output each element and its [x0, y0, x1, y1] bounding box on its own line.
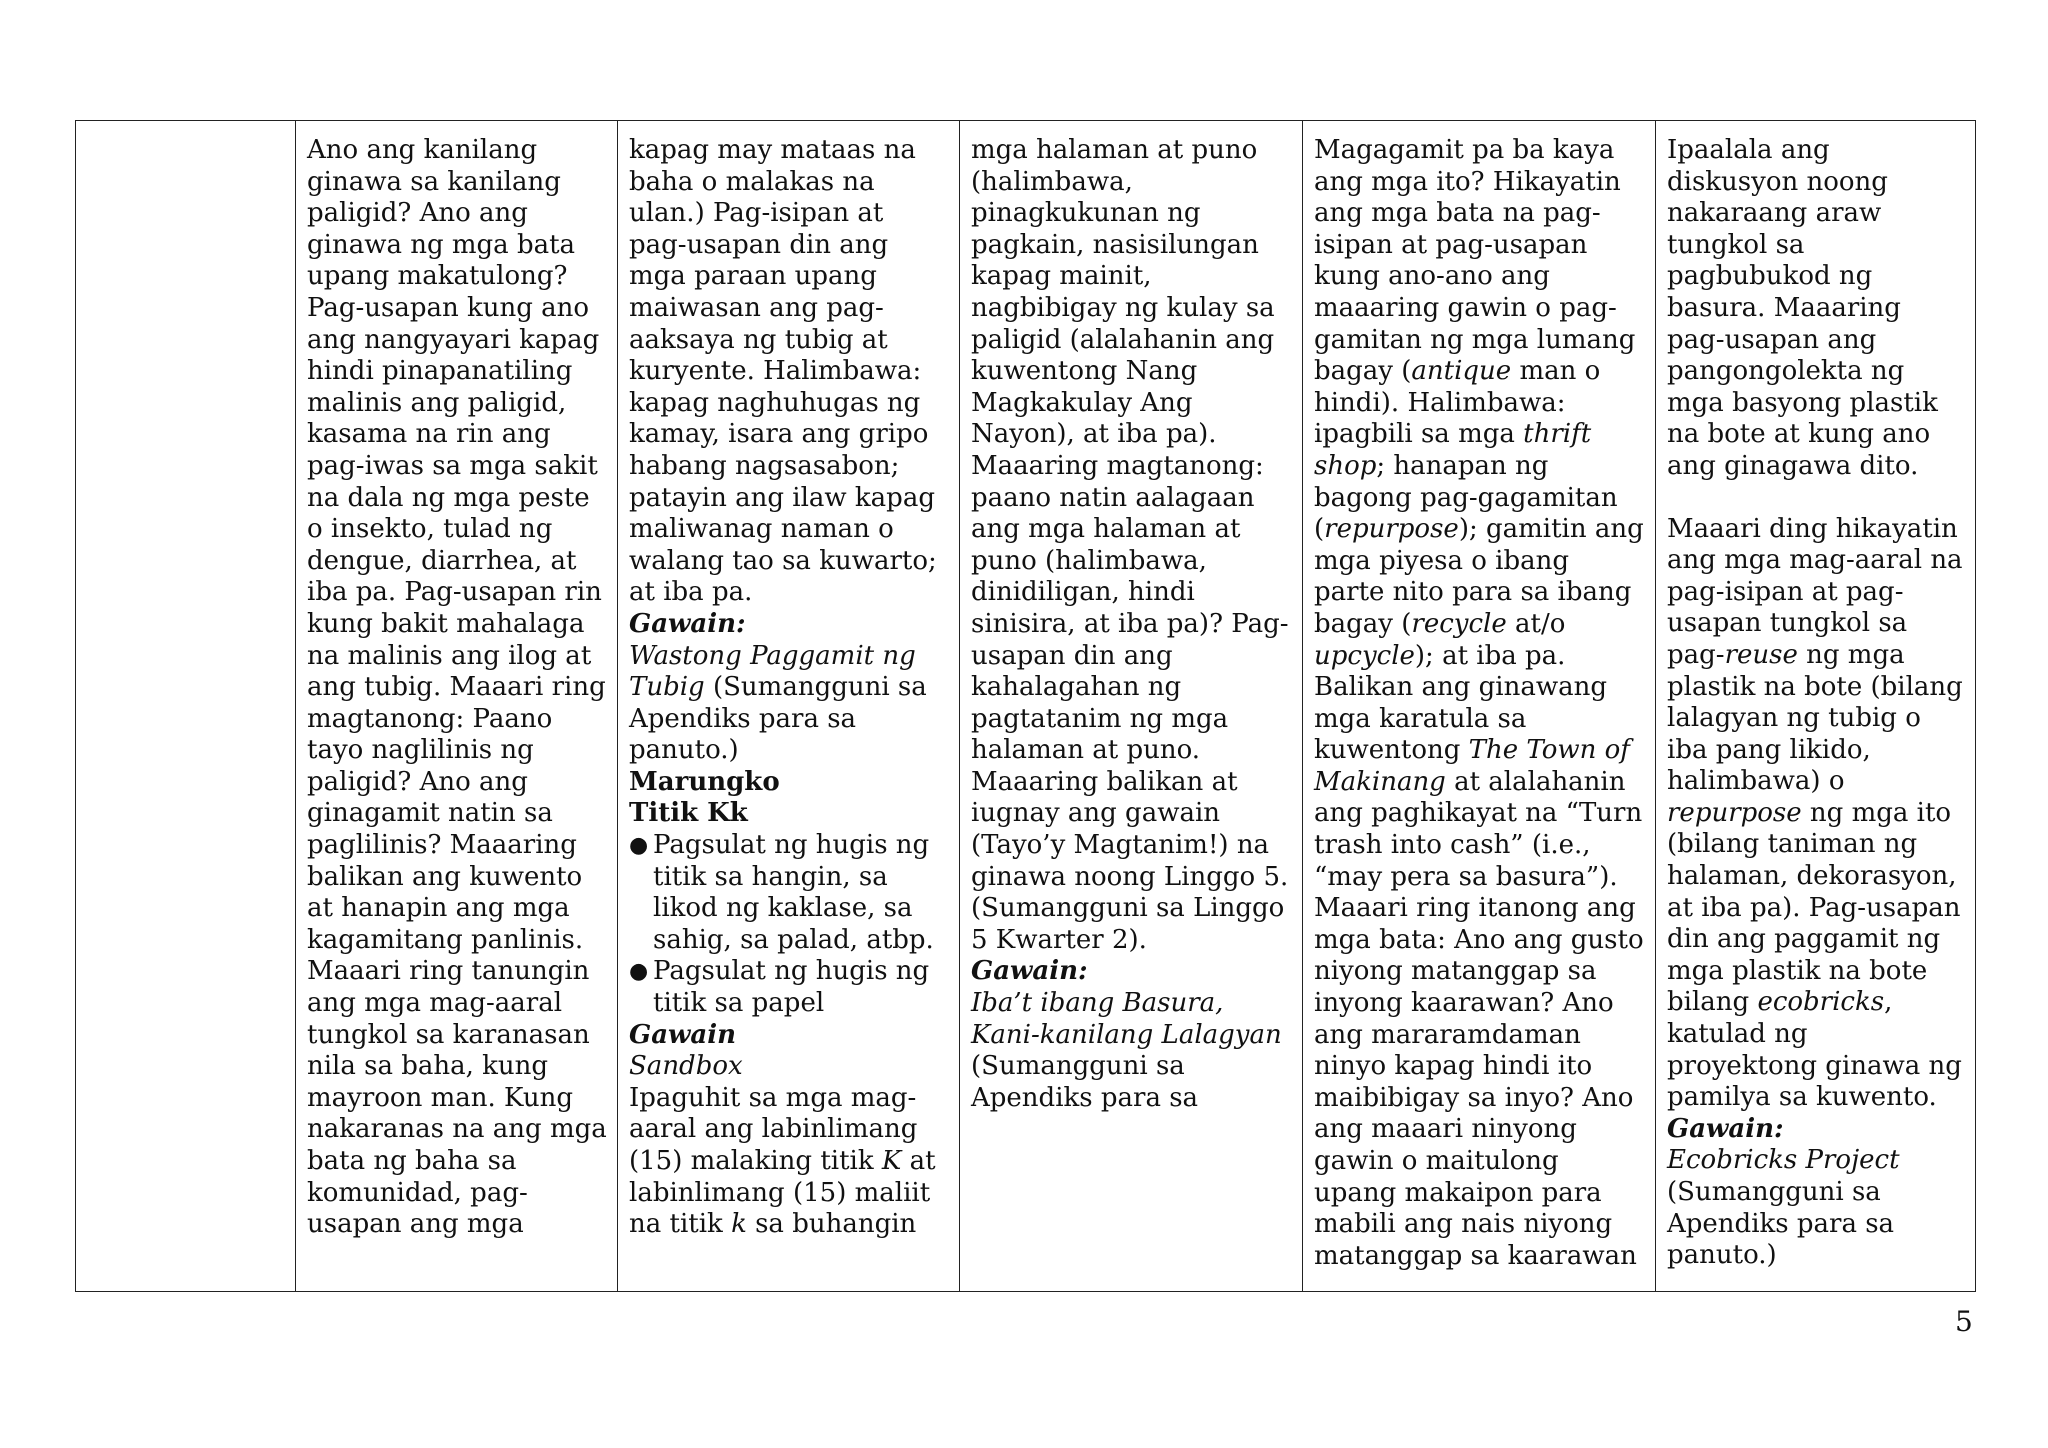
gawain-5-title: Ecobricks Project [1667, 1145, 1900, 1176]
cell-column-3 [960, 121, 1303, 1292]
gawain-1-title: Wastong Paggamit ng Tubig [629, 640, 916, 703]
lesson-plan-table [75, 120, 1976, 1292]
sandbox-desc: Ipaguhit sa mga mag-aaral ang labinlimang (15) malaking titik K at labinlimang (15) maliit na titik k sa buhangin [629, 1082, 936, 1240]
gawain-heading-3: Gawain: [971, 956, 1088, 987]
cell-column-5 [1656, 121, 1976, 1292]
gawain-3-title: Iba’t ibang Basura, Kani-kanilang Lalagyan [971, 988, 1282, 1050]
list-item: ● Pagsulat ng hugis ng titik sa papel [629, 956, 949, 1019]
paragraph-gap [1667, 483, 1965, 514]
cell-column-4 [1303, 121, 1656, 1292]
list-item: ● Pagsulat ng hugis ng titik sa hangin, sa likod ng kaklase, sa sahig, sa palad, atbp. [629, 830, 949, 956]
cell-column-2 [618, 121, 960, 1292]
page-number: 5 [1955, 1305, 1973, 1338]
gawain-2-title: Sandbox [629, 1051, 743, 1082]
gawain-5-ref: (Sumangguni sa Apendiks para sa panuto.) [1667, 1177, 1895, 1271]
column-1-text: Ano ang kanilang ginawa sa kanilang paligid? Ano ang ginawa ng mga bata upang makatulong? Pag-usapan kung ano ang nangyayari kapag hindi pinapanatiling malinis ang paligid, kasama na rin ang pag-iwas sa mga sakit na dala ng mga peste o insekto, tulad ng dengue, diarrhea, at iba pa. Pag-usapan rin kung bakit mahalaga na malinis ang ilog at ang tubig. Maaari ring magtanong: Paano tayo naglilinis ng paligid? Ano ang ginagamit natin sa paglilinis? Maaaring balikan ang kuwento at hanapin ang mga kagamitang panlinis. Maaari ring tanungin ang mga mag-aaral tungkol sa karanasan nila sa baha, kung mayroon man. Kung nakaranas na ang mga bata ng baha sa komunidad, pag-usapan ang mga [307, 135, 607, 1240]
gawain-heading-5: Gawain: [1667, 1113, 1784, 1144]
column-3-intro: mga halaman at puno (halimbawa, pinagkukunan ng pagkain, nasisilungan kapag mainit, nagbibigay ng kulay sa paligid (alalahanin ang kuwentong Nang Magkakulay Ang Nayon), at iba pa). Maaaring magtanong: paano natin aalagaan ang mga halaman at puno (halimbawa, dinidiligan, hindi sinisira, at iba pa)? Pag-usapan din ang kahalagahan ng pagtatanim ng mga halaman at puno. Maaaring balikan at iugnay ang gawain (Tayo’y Magtanim!) na ginawa noong Linggo 5. (Sumangguni sa Linggo 5 Kwarter 2). [971, 135, 1289, 955]
gawain-1-desc: Wastong Paggamit ng Tubig (Sumangguni sa Apendiks para sa panuto.) [629, 640, 927, 766]
gawain-heading-2: Gawain [629, 1019, 737, 1050]
gawain-3-ref: (Sumangguni sa Apendiks para sa [971, 1051, 1199, 1113]
column-2-intro: kapag may mataas na baha o malakas na ulan.) Pag-isipan at pag-usapan din ang mga paraan upang maiwasan ang pag-aaksaya ng tubig at kuryente. Halimbawa: kapag naghuhugas ng kamay, isara ang gripo habang nagsasabon; patayin ang ilaw kapag maliwanag naman o walang tao sa kuwarto; at iba pa. [629, 135, 937, 608]
empty-day-cell [76, 121, 296, 1292]
titik-heading: Titik Kk [629, 798, 748, 829]
column-4-text: Magagamit pa ba kaya ang mga ito? Hikayatin ang mga bata na pag-isipan at pag-usapan kung ano-ano ang maaaring gawin o pag-gamitan ng mga lumang bagay (antique man o hindi). Halimbawa: ipagbili sa mga thrift shop; hanapan ng bagong pag-gagamitan (repurpose); gamitin ang mga piyesa o ibang parte nito para sa ibang bagay (recycle at/o upcycle); at iba pa. Balikan ang ginawang mga karatula sa kuwentong The Town of Makinang at alalahanin ang paghikayat na “Turn trash into cash” (i.e., “may pera sa basura”). Maaari ring itanong ang mga bata: Ano ang gusto niyong matanggap sa inyong kaarawan? Ano ang mararamdaman ninyo kapag hindi ito maibibigay sa inyo? Ano ang maaari ninyong gawin o maitulong upang makaipon para mabili ang nais niyong matanggap sa kaarawan [1314, 135, 1644, 1271]
gawain-heading-1: Gawain: [629, 608, 746, 639]
table-row [76, 121, 1976, 1292]
cell-column-1 [296, 121, 618, 1292]
column-5-para-2: Maaari ding hikayatin ang mga mag-aaral na pag-isipan at pag-usapan tungkol sa pag-reuse ng mga plastik na bote (bilang lalagyan ng tubig o iba pang likido, halimbawa) o repurpose ng mga ito (bilang taniman ng halaman, dekorasyon, at iba pa). Pag-usapan din ang paggamit ng mga plastik na bote bilang ecobricks, katulad ng proyektong ginawa ng pamilya sa kuwento. [1667, 513, 1963, 1113]
marungko-heading: Marungko [629, 766, 780, 797]
bullet-list [629, 830, 949, 1020]
column-5-para-1: Ipaalala ang diskusyon noong nakaraang araw tungkol sa pagbubukod ng basura. Maaaring pag-usapan ang pangongolekta ng mga basyong plastik na bote at kung ano ang ginagawa dito. [1667, 135, 1938, 481]
